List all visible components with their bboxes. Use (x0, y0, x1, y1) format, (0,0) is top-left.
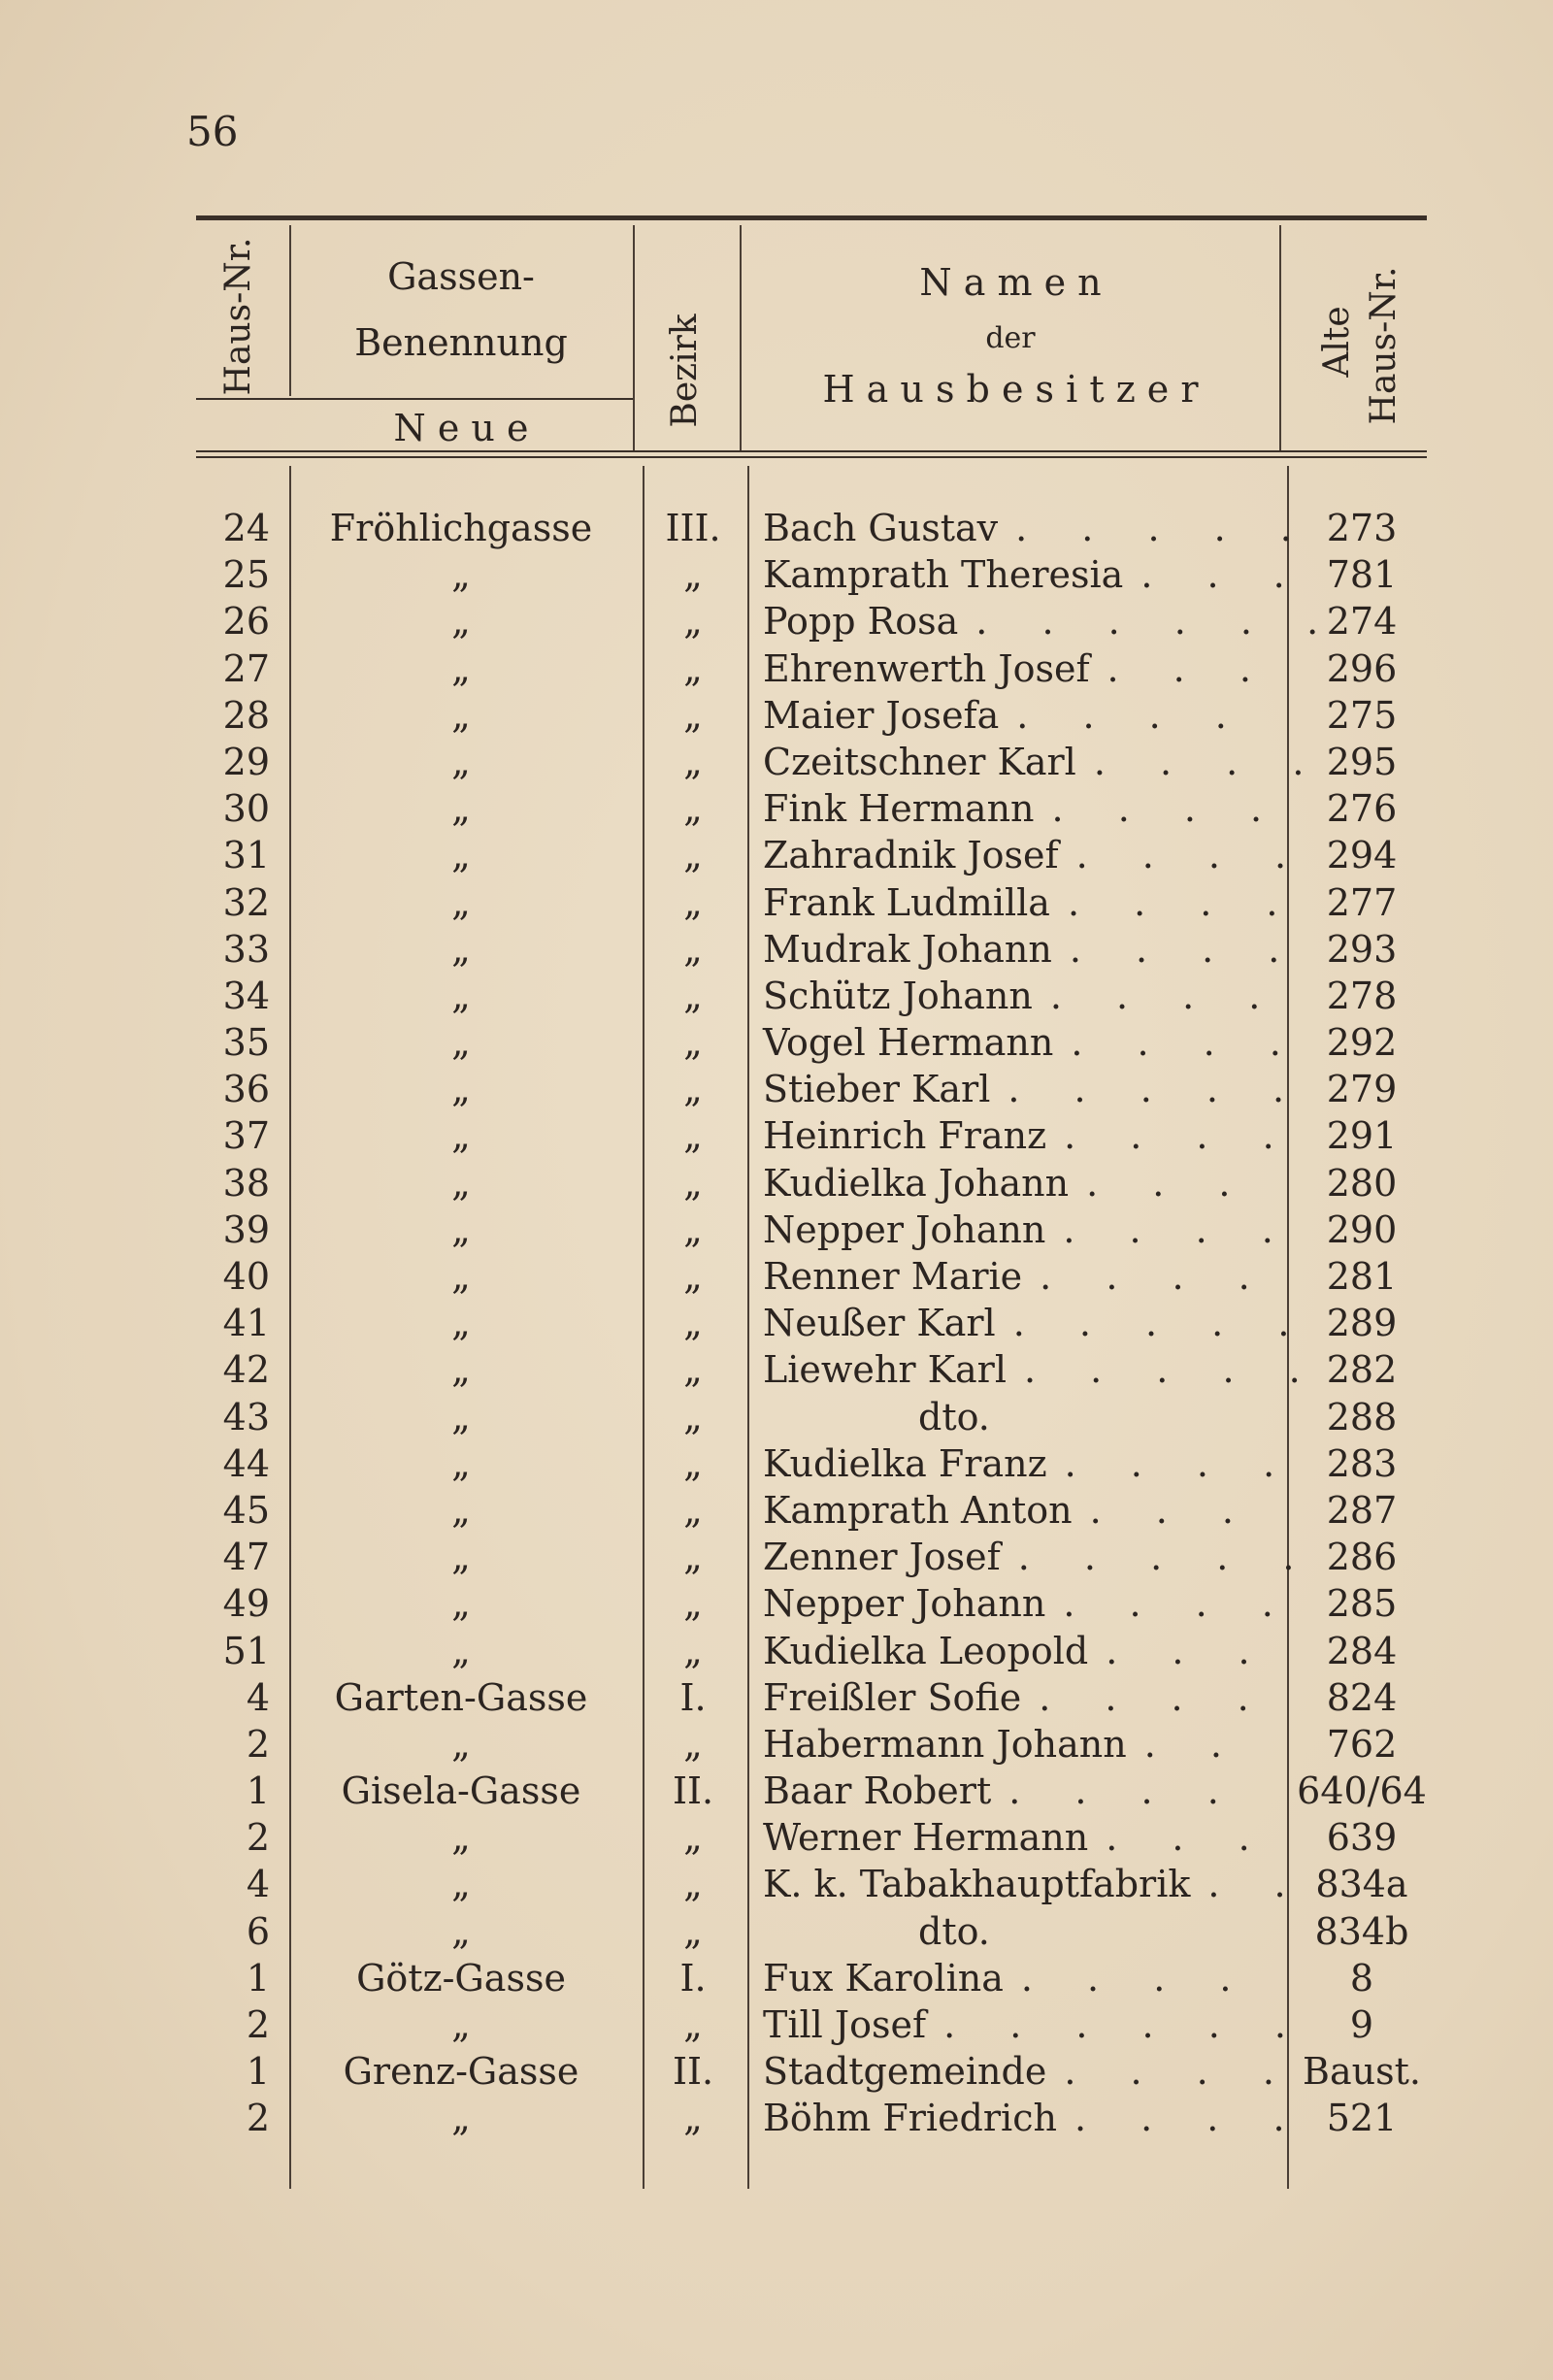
header-bottom-rule-2 (196, 456, 1427, 458)
header-namen-line2: der (985, 321, 1036, 355)
table-row (0, 2095, 1553, 2141)
owner-name: Kudielka Johann (763, 1161, 1070, 1205)
street-name: „ (451, 1207, 471, 1251)
leader-dots: . . . . (1008, 1769, 1240, 1813)
table-row (0, 1300, 1553, 1346)
street-name: „ (451, 1441, 471, 1485)
district: „ (683, 1395, 703, 1438)
owner-name: Maier Josefa (763, 693, 1000, 737)
table-row (0, 1019, 1553, 1066)
district: „ (683, 2003, 703, 2046)
owner-cell (763, 1487, 1268, 1534)
owner-cell (763, 1160, 1268, 1207)
district: „ (683, 1348, 703, 1392)
old-house-number: 275 (1326, 693, 1398, 737)
leader-dots: . . . . . . (975, 600, 1340, 644)
owner-name: Ehrenwerth Josef (763, 646, 1090, 690)
old-house-number: 289 (1326, 1302, 1398, 1345)
table-row (0, 1160, 1553, 1207)
leader-dots: . . . . . (1008, 1068, 1306, 1111)
district: „ (683, 553, 703, 597)
table-row (0, 926, 1553, 973)
street-name: „ (451, 1722, 471, 1766)
header-divider-3 (740, 225, 742, 450)
district: II. (672, 2050, 714, 2094)
old-house-number: 287 (1326, 1488, 1398, 1532)
owner-cell (763, 2048, 1296, 2095)
street-name: „ (451, 787, 471, 831)
old-house-number: 781 (1326, 553, 1398, 597)
street-name: „ (451, 1909, 471, 1953)
owner-cell (763, 1955, 1268, 2001)
street-name: „ (451, 2097, 471, 2140)
owner-name: Zenner Josef (763, 1536, 1001, 1579)
house-number: 28 (222, 693, 270, 737)
house-number: 6 (246, 1909, 270, 1953)
owner-name: Kudielka Leopold (763, 1629, 1089, 1672)
old-house-number: 279 (1326, 1068, 1398, 1111)
district: „ (683, 600, 703, 644)
old-house-number: 273 (1326, 507, 1398, 549)
owner-cell (763, 2095, 1306, 2141)
leader-dots: . . . . . . (943, 2003, 1307, 2046)
old-house-number: 521 (1326, 2097, 1398, 2140)
leader-dots: . . . (1140, 553, 1306, 597)
house-number: 2 (246, 1816, 270, 1860)
owner-name: Popp Rosa (763, 600, 959, 644)
house-number: 1 (246, 1769, 270, 1813)
table-row (0, 551, 1553, 598)
old-house-number: 278 (1326, 974, 1398, 1017)
house-number: 45 (222, 1488, 270, 1532)
header-gassen-line1: Gassen- (387, 255, 535, 298)
table-row (0, 2048, 1553, 2095)
old-house-number: 282 (1326, 1348, 1398, 1392)
house-number: 42 (222, 1348, 270, 1392)
owner-cell (763, 1066, 1306, 1112)
header-divider-2 (633, 225, 635, 450)
old-house-number: 834a (1315, 1863, 1408, 1906)
old-house-number: 284 (1326, 1629, 1398, 1672)
street-name: „ (451, 646, 471, 690)
owner-cell (763, 2001, 1307, 2048)
leader-dots: . . . (1106, 1816, 1272, 1860)
header-gassen-subrule (196, 398, 633, 400)
district: „ (683, 1021, 703, 1065)
old-house-number: 286 (1326, 1536, 1398, 1579)
owner-cell (763, 1112, 1296, 1159)
street-name: „ (451, 1161, 471, 1205)
header-gassen-line2: Benennung (354, 321, 568, 364)
house-number: 34 (222, 974, 270, 1017)
district: „ (683, 1207, 703, 1251)
house-number: 30 (222, 787, 270, 831)
owner-name: Frank Ludmilla (763, 880, 1050, 924)
owner-name: Renner Marie (763, 1255, 1023, 1298)
owner-name: Till Josef (763, 2003, 927, 2046)
old-house-number: 296 (1326, 646, 1398, 690)
district: I. (679, 1675, 707, 1719)
district: „ (683, 1068, 703, 1111)
street-name: „ (451, 1302, 471, 1345)
district: II. (672, 1769, 714, 1813)
district: „ (683, 693, 703, 737)
table-row (0, 1440, 1553, 1487)
leader-dots: . . . . (1069, 927, 1302, 971)
house-number: 1 (246, 2050, 270, 2094)
owner-cell (763, 879, 1300, 926)
street-name: Grenz-Gasse (343, 2050, 579, 2094)
leader-dots: . . . . (1064, 2050, 1296, 2094)
house-number: 26 (222, 600, 270, 644)
leader-dots: . . . . (1075, 834, 1308, 877)
table-row (0, 1861, 1553, 1907)
house-number: 4 (246, 1675, 270, 1719)
street-name: „ (451, 834, 471, 877)
house-number: 2 (246, 2097, 270, 2140)
table-row (0, 598, 1553, 645)
owner-cell (763, 598, 1340, 645)
owner-cell (763, 1861, 1307, 1907)
street-name: „ (451, 880, 471, 924)
table-row (0, 2001, 1553, 2048)
street-name: „ (451, 2003, 471, 2046)
owner-cell (763, 832, 1308, 878)
table-body (0, 505, 1553, 2142)
table-row (0, 739, 1553, 785)
owner-name: dto. (918, 1909, 990, 1953)
table-row (0, 1814, 1553, 1861)
district: „ (683, 1582, 703, 1626)
leader-dots: . . (1207, 1863, 1307, 1906)
house-number: 2 (246, 1722, 270, 1766)
table-row (0, 1768, 1553, 1814)
leader-dots: . . . . (1049, 974, 1282, 1017)
owner-name: Freißler Sofie (763, 1675, 1022, 1719)
owner-cell (763, 1721, 1268, 1768)
district: „ (683, 1161, 703, 1205)
house-number: 35 (222, 1021, 270, 1065)
street-name: „ (451, 1863, 471, 1906)
owner-cell (763, 785, 1284, 832)
owner-cell (763, 926, 1302, 973)
table-row (0, 505, 1553, 551)
header-namen-line1: N a m e n (919, 261, 1102, 304)
district: „ (683, 974, 703, 1017)
owner-name: Kamprath Theresia (763, 553, 1124, 597)
old-house-number: 285 (1326, 1582, 1398, 1626)
header-neue: N e u e (393, 407, 529, 449)
leader-dots: . . . . (1040, 1255, 1272, 1298)
owner-cell (763, 505, 1313, 551)
street-name: „ (451, 1629, 471, 1672)
old-house-number: 9 (1349, 2003, 1374, 2046)
old-house-number: 639 (1326, 1816, 1398, 1860)
owner-name: Kamprath Anton (763, 1488, 1073, 1532)
table-row (0, 1487, 1553, 1534)
street-name: „ (451, 1816, 471, 1860)
owner-name: Heinrich Franz (763, 1114, 1047, 1158)
owner-cell (763, 973, 1282, 1019)
house-number: 33 (222, 927, 270, 971)
leader-dots: . . . . (1039, 1675, 1271, 1719)
house-number: 24 (222, 507, 270, 549)
house-number: 29 (222, 740, 270, 783)
district: „ (683, 1441, 703, 1485)
house-number: 31 (222, 834, 270, 877)
owner-cell (763, 1207, 1295, 1253)
district: „ (683, 1536, 703, 1579)
leader-dots: . . . . (1063, 1207, 1295, 1251)
street-name: „ (451, 693, 471, 737)
leader-dots: . . . (1106, 1629, 1272, 1672)
owner-name: Kudielka Franz (763, 1441, 1047, 1485)
old-house-number: 276 (1326, 787, 1398, 831)
owner-name: Böhm Friedrich (763, 2097, 1057, 2140)
leader-dots: . . . (1089, 1488, 1255, 1532)
owner-cell (763, 551, 1306, 598)
district: „ (683, 1863, 703, 1906)
owner-cell (763, 1534, 1316, 1580)
district: „ (683, 740, 703, 783)
old-house-number: 292 (1326, 1021, 1398, 1065)
owner-name: Baar Robert (763, 1769, 992, 1813)
district: III. (665, 507, 721, 549)
old-house-number: Baust. (1303, 2050, 1421, 2094)
owner-name: Werner Hermann (763, 1816, 1089, 1860)
district: „ (683, 646, 703, 690)
old-house-number: 294 (1326, 834, 1398, 877)
owner-name: Fink Hermann (763, 787, 1035, 831)
owner-name: Nepper Johann (763, 1582, 1046, 1626)
street-name: Garten-Gasse (334, 1675, 588, 1719)
table-row (0, 1721, 1553, 1768)
street-name: „ (451, 1536, 471, 1579)
owner-cell (763, 1019, 1303, 1066)
leader-dots: . . . (1086, 1161, 1252, 1205)
table-row (0, 1580, 1553, 1627)
leader-dots: . . . . . (1023, 1348, 1322, 1392)
district: I. (679, 1956, 707, 2000)
old-house-number: 281 (1326, 1255, 1398, 1298)
leader-dots: . . . . (1067, 880, 1300, 924)
owner-name: Czeitschner Karl (763, 740, 1076, 783)
old-house-number: 824 (1326, 1675, 1398, 1719)
house-number: 39 (222, 1207, 270, 1251)
leader-dots: . . . . . (1012, 1302, 1311, 1345)
house-number: 51 (222, 1629, 270, 1672)
house-number: 25 (222, 553, 270, 597)
header-haus-nr: Haus-Nr. (218, 237, 258, 396)
owner-name: Stieber Karl (763, 1068, 991, 1111)
leader-dots: . . . . (1016, 693, 1248, 737)
house-number: 43 (222, 1395, 270, 1438)
district: „ (683, 1909, 703, 1953)
house-number: 49 (222, 1582, 270, 1626)
house-number: 37 (222, 1114, 270, 1158)
top-rule (196, 215, 1427, 220)
street-name: „ (451, 1395, 471, 1438)
owner-cell (763, 1768, 1268, 1814)
header-alte-haus-nr: Haus-Nr. (1364, 266, 1404, 425)
street-name: Götz-Gasse (356, 1956, 566, 2000)
street-name: „ (451, 740, 471, 783)
table-row (0, 1394, 1553, 1440)
old-house-number: 288 (1326, 1395, 1398, 1438)
district: „ (683, 1302, 703, 1345)
street-name: „ (451, 1488, 471, 1532)
owner-cell (763, 645, 1272, 692)
street-name: „ (451, 1348, 471, 1392)
leader-dots: . . . . (1074, 2097, 1306, 2140)
house-number: 4 (246, 1863, 270, 1906)
house-number: 44 (222, 1441, 270, 1485)
house-number: 32 (222, 880, 270, 924)
old-house-number: 283 (1326, 1441, 1398, 1485)
table-row (0, 832, 1553, 878)
district: „ (683, 787, 703, 831)
table-row (0, 1112, 1553, 1159)
owner-name: Fux Karolina (763, 1956, 1004, 2000)
district: „ (683, 834, 703, 877)
owner-cell (763, 739, 1326, 785)
header-divider-4 (1279, 225, 1281, 450)
owner-name: Bach Gustav (763, 507, 999, 549)
owner-name: Mudrak Johann (763, 927, 1052, 971)
owner-name: K. k. Tabakhauptfabrik (763, 1863, 1191, 1906)
district: „ (683, 1488, 703, 1532)
street-name: „ (451, 1114, 471, 1158)
district: „ (683, 1816, 703, 1860)
house-number: 1 (246, 1956, 270, 2000)
street-name: „ (451, 1021, 471, 1065)
old-house-number: 762 (1326, 1722, 1398, 1766)
street-name: Gisela-Gasse (341, 1769, 581, 1813)
district: „ (683, 1629, 703, 1672)
old-house-number: 8 (1349, 1956, 1374, 2000)
owner-cell (763, 692, 1268, 739)
leader-dots: . . . . (1051, 787, 1284, 831)
leader-dots: . . . . (1020, 1956, 1253, 2000)
table-row (0, 1207, 1553, 1253)
header-namen-line3: H a u s b e s i t z e r (822, 368, 1199, 411)
header-divider-1 (289, 225, 291, 396)
table-row (0, 1674, 1553, 1721)
owner-cell (763, 1580, 1295, 1627)
old-house-number: 280 (1326, 1161, 1398, 1205)
leader-dots: . . . . (1064, 1114, 1296, 1158)
owner-cell (763, 1394, 1268, 1440)
header-bottom-rule-1 (196, 450, 1427, 452)
owner-name: Nepper Johann (763, 1207, 1046, 1251)
owner-name: Habermann Johann (763, 1722, 1127, 1766)
street-name: „ (451, 1255, 471, 1298)
district: „ (683, 927, 703, 971)
owner-cell (763, 1908, 1268, 1955)
leader-dots: . . (1143, 1722, 1243, 1766)
table-row (0, 1253, 1553, 1300)
owner-name: Liewehr Karl (763, 1348, 1007, 1392)
leader-dots: . . . . . (1017, 1536, 1316, 1579)
street-name: Fröhlichgasse (329, 507, 593, 549)
old-house-number: 291 (1326, 1114, 1398, 1158)
owner-name: Zahradnik Josef (763, 834, 1059, 877)
district: „ (683, 1255, 703, 1298)
old-house-number: 290 (1326, 1207, 1398, 1251)
table-row (0, 973, 1553, 1019)
table-row (0, 1628, 1553, 1674)
street-name: „ (451, 927, 471, 971)
owner-cell (763, 1814, 1272, 1861)
table-row (0, 692, 1553, 739)
page-number: 56 (186, 108, 239, 155)
street-name: „ (451, 553, 471, 597)
old-house-number: 640/64 (1297, 1769, 1427, 1813)
table-row (0, 785, 1553, 832)
table-row (0, 1955, 1553, 2001)
owner-name: Vogel Hermann (763, 1021, 1054, 1065)
house-number: 38 (222, 1161, 270, 1205)
leader-dots: . . . . (1093, 740, 1326, 783)
house-number: 41 (222, 1302, 270, 1345)
table-row (0, 645, 1553, 692)
old-house-number: 293 (1326, 927, 1398, 971)
table-row (0, 1534, 1553, 1580)
table-row (0, 879, 1553, 926)
header-bezirk: Bezirk (665, 314, 705, 428)
old-house-number: 834b (1314, 1909, 1409, 1953)
header-alte: Alte (1317, 306, 1357, 378)
leader-dots: . . . . (1064, 1441, 1297, 1485)
leader-dots: . . . (1107, 646, 1272, 690)
old-house-number: 295 (1326, 740, 1398, 783)
owner-cell (763, 1440, 1297, 1487)
old-house-number: 274 (1326, 600, 1398, 644)
owner-cell (763, 1674, 1271, 1721)
district: „ (683, 1114, 703, 1158)
table-row (0, 1908, 1553, 1955)
house-number: 47 (222, 1536, 270, 1579)
owner-cell (763, 1300, 1311, 1346)
owner-cell (763, 1346, 1322, 1393)
owner-cell (763, 1253, 1272, 1300)
owner-cell (763, 1628, 1272, 1674)
house-number: 27 (222, 646, 270, 690)
district: „ (683, 1722, 703, 1766)
house-number: 2 (246, 2003, 270, 2046)
street-name: „ (451, 1068, 471, 1111)
house-number: 40 (222, 1255, 270, 1298)
leader-dots: . . . . (1071, 1021, 1303, 1065)
owner-name: Schütz Johann (763, 974, 1033, 1017)
owner-name: dto. (918, 1395, 990, 1438)
owner-name: Stadtgemeinde (763, 2050, 1047, 2094)
table-row (0, 1346, 1553, 1393)
district: „ (683, 2097, 703, 2140)
house-number: 36 (222, 1068, 270, 1111)
street-name: „ (451, 1582, 471, 1626)
street-name: „ (451, 974, 471, 1017)
old-house-number: 277 (1326, 880, 1398, 924)
table-row (0, 1066, 1553, 1112)
owner-name: Neußer Karl (763, 1302, 996, 1345)
leader-dots: . . . . (1063, 1582, 1295, 1626)
street-name: „ (451, 600, 471, 644)
district: „ (683, 880, 703, 924)
leader-dots: . . . . . (1015, 507, 1313, 549)
